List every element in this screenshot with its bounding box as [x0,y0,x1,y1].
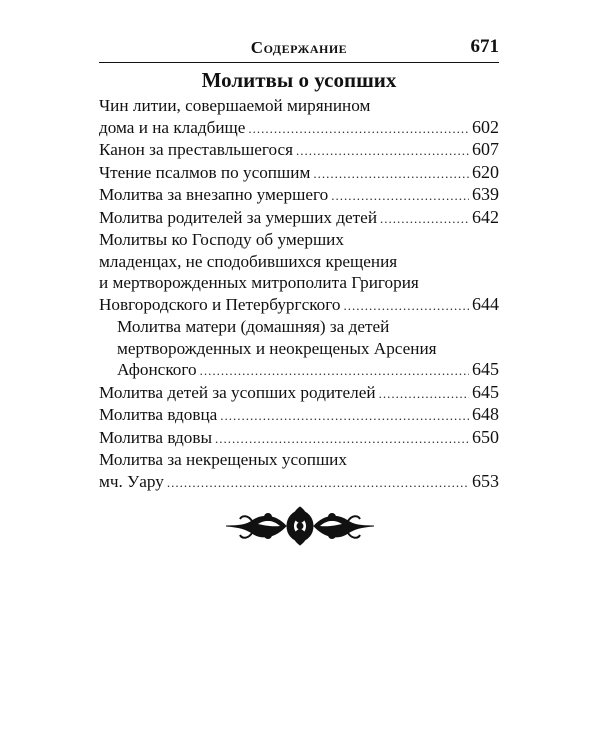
toc-entry-title-line: мч. Уару [99,471,164,491]
dot-leader [167,472,469,494]
toc-entry-title-line: Афонского [117,360,197,379]
toc-entry [99,184,499,207]
toc-entry [99,95,499,139]
toc-entry-page-number: 648 [472,404,499,424]
toc-entry-title-line: Молитва за внезапно умершего [99,185,329,204]
toc-entry-page-number: 607 [472,139,499,159]
toc-entry-page-number: 639 [472,184,499,204]
toc-entry-last-line [99,184,499,207]
dot-leader [215,428,469,450]
toc-entry-last-line [99,382,499,405]
toc-entry-page-number: 602 [472,116,499,137]
toc-entry [99,382,499,405]
toc-entry-title-line: Молитва вдовца [99,405,218,424]
toc-entry [99,139,499,162]
running-header-title: Содержание [250,38,348,57]
floral-vignette-icon [222,503,378,549]
dot-leader [331,185,469,207]
toc-entry [99,449,499,493]
toc-entry-title-line: Молитва детей за усопших родителей [99,382,376,402]
toc-entry-last-line [99,404,499,427]
dot-leader [380,208,469,230]
dot-leader [344,295,470,317]
toc-entry [99,404,499,427]
running-header-page-number: 671 [470,36,499,57]
toc-entry-last-line [99,117,499,140]
toc-entry-last-line [99,207,499,230]
toc-entry [99,427,499,450]
toc-entry-last-line [99,471,499,494]
toc-entry-last-line [99,359,499,382]
toc-entry-page-number: 645 [472,381,499,402]
toc-entry-page-number: 620 [472,161,499,182]
dot-leader [313,163,469,185]
toc-entry-page-number: 644 [472,293,499,314]
toc-entry-title-line: Молитва матери (домашняя) за детей [117,317,390,336]
toc-entry-title-line: Канон за преставльшегося [99,140,294,159]
toc-entry [99,229,499,316]
toc-entry-title-line: мертворожденных и неокрещеных Арсения [117,338,437,358]
dot-leader [200,360,469,382]
toc-entry-title-line: Чин литии, совершаемой мирянином [99,96,371,115]
toc-entry-page-number: 650 [472,426,499,447]
toc-entry-title-line: Молитва вдовы [99,427,213,447]
toc-entry [99,316,499,382]
toc-entry [99,162,499,185]
toc-entry-title-line: Молитва родителей за умерших детей [99,207,378,227]
running-header [99,36,499,63]
dot-leader [248,118,469,140]
toc-entry-title-line: Новгородского и Петербургского [99,294,341,314]
section-title: Молитвы о усопших [201,68,397,92]
toc-entry-last-line [99,427,499,450]
toc-entry-title-line: Чтение псалмов по усопшим [99,162,311,182]
toc-entry [99,207,499,230]
table-of-contents [99,95,499,493]
toc-entry-title-line: Молитва за некрещеных усопших [99,450,347,469]
toc-entry-last-line [99,139,499,162]
toc-entry-last-line [99,162,499,185]
toc-entry-title-line: Молитвы ко Господу об умерших [99,230,344,249]
toc-entry-title-line: младенцах, не сподобившихся крещения [99,251,398,271]
toc-entry-page-number: 645 [472,359,499,379]
dot-leader [296,140,469,162]
toc-entry-title-line: и мертворожденных митрополита Григория [99,273,419,292]
dot-leader [379,383,469,405]
dot-leader [220,405,469,427]
toc-entry-last-line [99,294,499,317]
toc-entry-page-number: 653 [472,470,499,491]
toc-entry-title-line: дома и на кладбище [99,117,246,137]
toc-entry-page-number: 642 [472,206,499,227]
